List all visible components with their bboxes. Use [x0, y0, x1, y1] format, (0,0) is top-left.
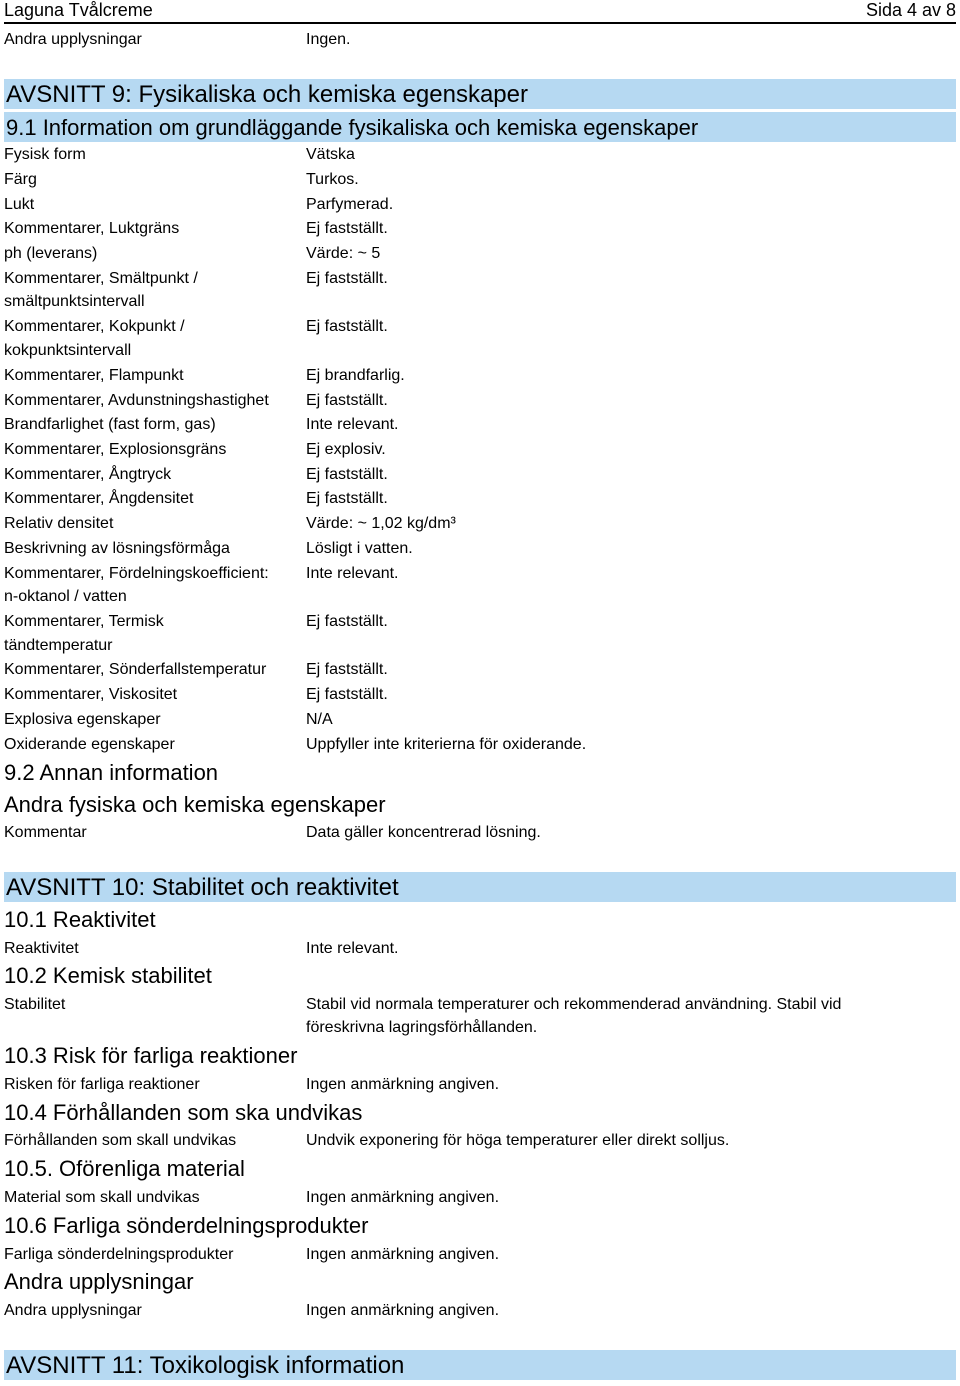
property-label: Explosiva egenskaper [4, 711, 161, 728]
section-11-title: AVSNITT 11: Toxikologisk information [6, 1352, 405, 1379]
property-label: Kommentarer, Sönderfallstemperatur [4, 661, 267, 678]
property-label-cont: tändtemperatur [4, 637, 113, 654]
field-value: Ingen anmärkning angiven. [306, 1302, 500, 1319]
property-label: Kommentarer, Luktgräns [4, 220, 180, 237]
section-11-header [4, 1350, 956, 1380]
property-value: Ej fastställt. [306, 392, 388, 409]
property-value: Inte relevant. [306, 416, 399, 433]
property-value: Ej fastställt. [306, 220, 388, 237]
subsection-9-2-title: 9.2 Annan information [4, 760, 219, 785]
property-label: Kommentarer, Ångdensitet [4, 490, 194, 507]
property-label: Relativ densitet [4, 515, 114, 532]
property-label: Kommentarer, Flampunkt [4, 367, 184, 384]
property-label: Kommentarer, Viskositet [4, 686, 178, 703]
property-value: Turkos. [306, 171, 359, 188]
field-label: Material som skall undvikas [4, 1189, 200, 1206]
property-label: Kommentarer, Avdunstningshastighet [4, 392, 269, 409]
property-label: Oxiderande egenskaper [4, 736, 175, 753]
section-10-header [4, 872, 956, 902]
section-9-header [4, 79, 956, 109]
property-label: Kommentarer, Explosionsgräns [4, 441, 227, 458]
property-label: Lukt [4, 196, 35, 213]
property-value: Ej fastställt. [306, 661, 388, 678]
field-value: Inte relevant. [306, 940, 399, 957]
property-label-cont: n-oktanol / vatten [4, 588, 127, 605]
subsection-heading: 10.2 Kemisk stabilitet [4, 963, 212, 988]
property-value: Ej fastställt. [306, 318, 388, 335]
property-label: Fysisk form [4, 146, 86, 163]
property-value: Värde: ~ 1,02 kg/dm³ [306, 515, 456, 532]
field-label: Förhållanden som skall undvikas [4, 1132, 237, 1149]
section-10-title: AVSNITT 10: Stabilitet och reaktivitet [6, 874, 399, 901]
subsection-9-1-header [4, 112, 956, 142]
subsection-heading: 10.5. Oförenliga material [4, 1156, 245, 1181]
property-value: Värde: ~ 5 [306, 245, 381, 262]
property-value: Ej fastställt. [306, 466, 388, 483]
property-value: Ej fastställt. [306, 490, 388, 507]
section-9-title: AVSNITT 9: Fysikaliska och kemiska egenskaper [6, 81, 528, 108]
property-value: N/A [306, 711, 333, 728]
subsection-heading: 10.6 Farliga sönderdelningsprodukter [4, 1213, 369, 1238]
property-label: Kommentarer, Ångtryck [4, 466, 172, 483]
comment-label: Kommentar [4, 824, 87, 841]
field-value: Ingen anmärkning angiven. [306, 1076, 500, 1093]
property-value: Ej fastställt. [306, 686, 388, 703]
property-label: ph (leverans) [4, 245, 98, 262]
property-label: Färg [4, 171, 37, 188]
field-value: Ingen. [306, 31, 351, 48]
property-label: Kommentarer, Kokpunkt / [4, 318, 185, 335]
field-label: Stabilitet [4, 996, 66, 1013]
property-label: Beskrivning av lösningsförmåga [4, 540, 230, 557]
field-value: Undvik exponering för höga temperaturer eller direkt solljus. [306, 1132, 730, 1149]
document-title: Laguna Tvålcreme [4, 0, 153, 20]
property-label: Kommentarer, Fördelningskoefficient: [4, 565, 269, 582]
property-label: Brandfarlighet (fast form, gas) [4, 416, 216, 433]
property-label-cont: kokpunktsintervall [4, 342, 132, 359]
field-label: Andra upplysningar [4, 1302, 142, 1319]
field-label: Reaktivitet [4, 940, 79, 957]
comment-value: Data gäller koncentrerad lösning. [306, 824, 541, 841]
subsection-heading: Andra upplysningar [4, 1269, 194, 1294]
property-value: Lösligt i vatten. [306, 540, 413, 557]
property-value: Vätska [306, 146, 355, 163]
field-value: Ingen anmärkning angiven. [306, 1189, 500, 1206]
property-value: Inte relevant. [306, 565, 399, 582]
page-number: Sida 4 av 8 [865, 0, 956, 20]
subsection-9-1-title: 9.1 Information om grundläggande fysikaliska och kemiska egenskaper [6, 115, 699, 140]
field-value: Ingen anmärkning angiven. [306, 1246, 500, 1263]
property-label-cont: smältpunktsintervall [4, 293, 145, 310]
field-value: Stabil vid normala temperaturer och rekommenderad användning. Stabil vid [306, 996, 842, 1013]
property-label: Kommentarer, Smältpunkt / [4, 270, 198, 287]
field-label: Farliga sönderdelningsprodukter [4, 1246, 234, 1263]
property-label: Kommentarer, Termisk [4, 613, 164, 630]
field-value-cont: föreskrivna lagringsförhållanden. [306, 1019, 538, 1036]
subsection-heading: 10.1 Reaktivitet [4, 907, 156, 932]
field-label: Andra upplysningar [4, 31, 142, 48]
property-value: Ej fastställt. [306, 613, 388, 630]
property-value: Ej brandfarlig. [306, 367, 405, 384]
property-value: Uppfyller inte kriterierna för oxiderande. [306, 736, 587, 753]
property-value: Parfymerad. [306, 196, 394, 213]
property-value: Ej explosiv. [306, 441, 386, 458]
header-rule [4, 22, 956, 24]
subsection-heading: 10.3 Risk för farliga reaktioner [4, 1043, 298, 1068]
subsection-heading: 10.4 Förhållanden som ska undvikas [4, 1100, 363, 1125]
property-value: Ej fastställt. [306, 270, 388, 287]
subsection-other-properties-title: Andra fysiska och kemiska egenskaper [4, 792, 386, 817]
field-label: Risken för farliga reaktioner [4, 1076, 200, 1093]
